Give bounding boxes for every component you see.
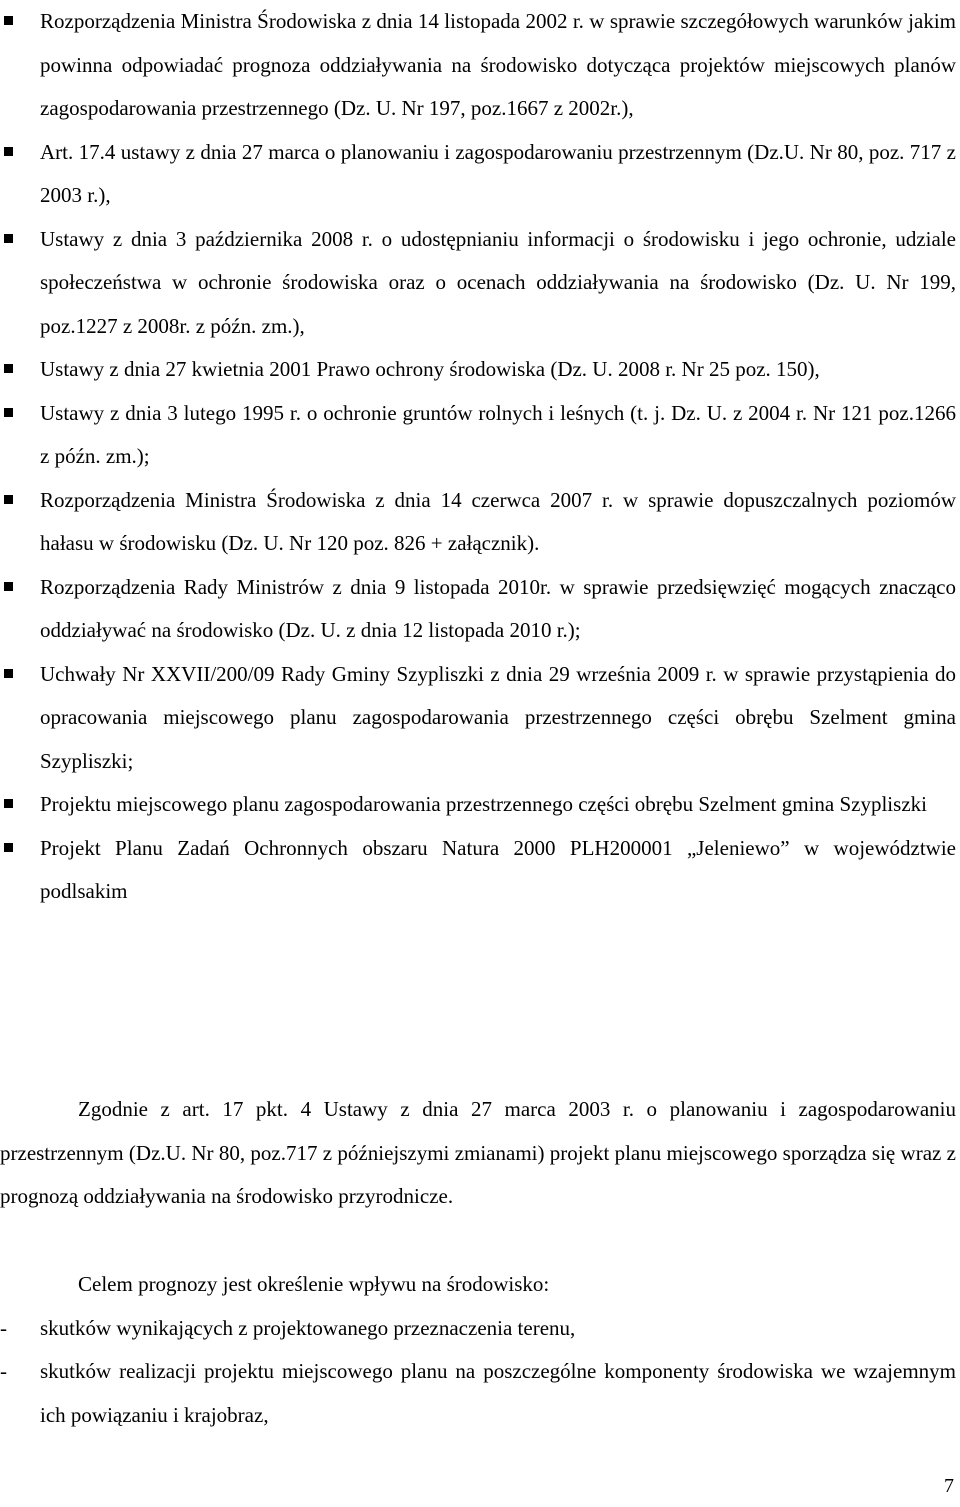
list-item: Art. 17.4 ustawy z dnia 27 marca o planowaniu i zagospodarowaniu przestrzennym (Dz.U. Nr 80, poz. 717 z 2003 r.), bbox=[0, 131, 956, 218]
list-item: Projektu miejscowego planu zagospodarowania przestrzennego części obrębu Szelment gmina Szypliszki bbox=[0, 783, 956, 827]
list-item: Uchwały Nr XXVII/200/09 Rady Gminy Szypliszki z dnia 29 września 2009 r. w sprawie przystąpienia do opracowania miejscowego planu zagospodarowania przestrzennego części obrębu Szelment gmina Szypliszki; bbox=[0, 653, 956, 784]
paragraph-forecast-goal: Celem prognozy jest określenie wpływu na środowisko: bbox=[78, 1272, 550, 1296]
dash-list-item: - skutków realizacji projektu miejscowego planu na poszczególne komponenty środowiska we wzajemnym ich powiązaniu i krajobraz, bbox=[0, 1359, 956, 1427]
square-bullet-icon bbox=[4, 843, 13, 852]
square-bullet-icon bbox=[4, 408, 13, 417]
list-item: Projekt Planu Zadań Ochronnych obszaru Natura 2000 PLH200001 „Jeleniewo” w województwie podlsakim bbox=[0, 827, 956, 914]
list-item: Rozporządzenia Rady Ministrów z dnia 9 listopada 2010r. w sprawie przedsięwzięć mogących znacząco oddziaływać na środowisko (Dz. U. z dnia 12 listopada 2010 r.); bbox=[0, 566, 956, 653]
square-bullet-icon bbox=[4, 582, 13, 591]
square-bullet-icon bbox=[4, 495, 13, 504]
list-item: Ustawy z dnia 3 października 2008 r. o udostępnianiu informacji o środowisku i jego ochronie, udziale społeczeństwa w ochronie środowiska oraz o ocenach oddziaływania na środowisko (Dz. U. Nr 199, poz.1227 z 2008r. z późn. zm.), bbox=[0, 218, 956, 349]
list-item: Ustawy z dnia 3 lutego 1995 r. o ochronie gruntów rolnych i leśnych (t. j. Dz. U. z 2004 r. Nr 121 poz.1266 z późn. zm.); bbox=[0, 392, 956, 479]
list-item: Ustawy z dnia 27 kwietnia 2001 Prawo ochrony środowiska (Dz. U. 2008 r. Nr 25 poz. 150), bbox=[0, 348, 956, 392]
square-bullet-icon bbox=[4, 799, 13, 808]
list-item: Rozporządzenia Ministra Środowiska z dnia 14 listopada 2002 r. w sprawie szczegółowych warunków jakim powinna odpowiadać prognoza oddziaływania na środowisko dotycząca projektów miejscowych planów zagospodarowania przestrzennego (Dz. U. Nr 197, poz.1667 z 2002r.), bbox=[0, 0, 956, 131]
square-bullet-icon bbox=[4, 234, 13, 243]
list-item: Rozporządzenia Ministra Środowiska z dnia 14 czerwca 2007 r. w sprawie dopuszczalnych poziomów hałasu w środowisku (Dz. U. Nr 120 poz. 826 + załącznik). bbox=[0, 479, 956, 566]
square-bullet-icon bbox=[4, 147, 13, 156]
square-bullet-icon bbox=[4, 364, 13, 373]
dash-list-item: - skutków wynikających z projektowanego przeznaczenia terenu, bbox=[0, 1316, 576, 1340]
square-bullet-icon bbox=[4, 16, 13, 25]
page-number: 7 bbox=[944, 1475, 954, 1497]
paragraph-legal-requirement: Zgodnie z art. 17 pkt. 4 Ustawy z dnia 27 marca 2003 r. o planowaniu i zagospodarowaniu przestrzennym (Dz.U. Nr 80, poz.717 z późniejszymi zmianami) projekt planu miejscowego sporządza się wraz z prognozą oddziaływania na środowisko przyrodnicze. bbox=[0, 1097, 956, 1208]
square-bullet-icon bbox=[4, 669, 13, 678]
